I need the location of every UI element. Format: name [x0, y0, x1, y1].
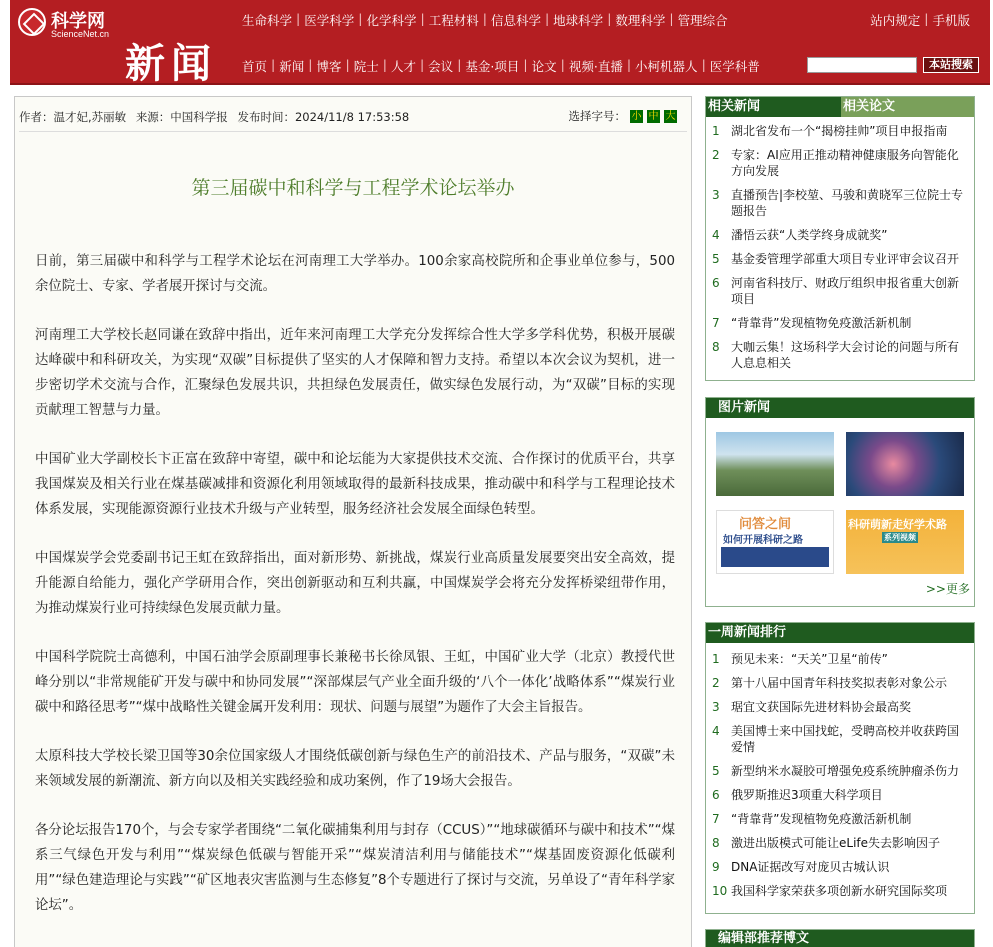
- list-item-title[interactable]: 基金委管理学部重大项目专业评审会议召开: [731, 252, 960, 266]
- list-rank: 1: [712, 124, 720, 138]
- list-item-title[interactable]: 专家：AI应用正推动精神健康服务向智能化方向发展: [731, 148, 959, 178]
- list-rank: 1: [712, 652, 720, 666]
- list-item-title[interactable]: 直播预告|李校堃、马骏和黄晓军三位院士专题报告: [731, 188, 964, 218]
- nav-popular-medicine[interactable]: 医学科普: [709, 59, 760, 74]
- nav-divider: |: [560, 57, 565, 72]
- list-item[interactable]: [712, 251, 968, 267]
- list-item-title[interactable]: 俄罗斯推迟3项重大科学项目: [731, 788, 883, 802]
- article-title: 第三届碳中和科学与工程学术论坛举办: [191, 177, 515, 199]
- nav-divider: |: [345, 57, 350, 72]
- nav-engineering[interactable]: 工程材料: [428, 13, 479, 28]
- article-paragraph: 河南理工大学校长赵同谦在致辞中指出，近年来河南理工大学充分发挥综合性大学多学科优势，积极开展碳达峰碳中和科研攻关，为实现“双碳”目标提供了坚实的人才保障和智力支持。希望以本次会议为契机，进一步密切学术交流与合作，汇聚绿色发展共识，共担绿色发展责任，做实绿色发展行动，为“双碳”目标的实现贡献理工智慧与力量。: [35, 328, 675, 418]
- font-medium-button[interactable]: 中: [648, 110, 659, 122]
- more-link[interactable]: >>更多: [925, 582, 970, 596]
- weekly-ranking-panel: [705, 622, 975, 914]
- list-rank: 8: [712, 836, 720, 850]
- site-rules-link[interactable]: 站内规定: [870, 13, 921, 28]
- photo-grid: [706, 418, 974, 574]
- font-large-button[interactable]: 大: [665, 110, 676, 122]
- photo-qa-thumbnail[interactable]: [716, 510, 834, 574]
- photo-news-panel: [705, 397, 975, 607]
- list-rank: 2: [712, 148, 720, 162]
- list-item-title[interactable]: 河南省科技厅、财政厅组织申报省重大创新项目: [731, 276, 960, 306]
- nav-chemical-science[interactable]: 化学科学: [366, 13, 417, 28]
- list-item[interactable]: [712, 651, 968, 667]
- article-author: 作者：温才妃,苏丽敏: [19, 110, 127, 124]
- list-rank: 2: [712, 676, 720, 690]
- list-item[interactable]: [712, 883, 968, 899]
- list-rank: 5: [712, 252, 720, 266]
- nav-math-physics[interactable]: 数理科学: [615, 13, 666, 28]
- list-rank: 9: [712, 860, 720, 874]
- nav-divider: |: [482, 11, 487, 26]
- related-panel: [705, 96, 975, 381]
- list-rank: 6: [712, 276, 720, 290]
- font-size-label: 选择字号：: [568, 109, 626, 123]
- list-item-title[interactable]: 美国博士来中国找蛇，受聘高校并收获跨国爱情: [731, 724, 960, 754]
- list-item-title[interactable]: 新型纳米水凝胶可增强免疫系统肿瘤杀伤力: [731, 764, 960, 778]
- section-title: 新闻: [125, 41, 217, 87]
- nav-divider: |: [607, 11, 612, 26]
- nav-divider: |: [457, 57, 462, 72]
- logo-text-cn: 科学网: [51, 11, 105, 32]
- nav-divider: |: [701, 57, 706, 72]
- nav-management[interactable]: 管理综合: [677, 13, 728, 28]
- nav-news[interactable]: 新闻: [279, 59, 305, 74]
- photo-landscape-thumbnail[interactable]: [716, 432, 834, 496]
- photo-caption: 系列视频: [884, 533, 916, 542]
- list-item-title[interactable]: 潘悟云获“人类学终身成就奖”: [731, 228, 888, 242]
- nav-divider: |: [626, 57, 632, 72]
- list-item[interactable]: [712, 723, 968, 755]
- mobile-version-link[interactable]: 手机版: [932, 13, 970, 28]
- list-item[interactable]: [712, 675, 968, 691]
- nav-divider: |: [669, 11, 674, 26]
- font-small-button[interactable]: 小: [631, 110, 642, 122]
- logo-emblem-icon: [18, 8, 46, 36]
- nav-meetings[interactable]: 会议: [428, 59, 454, 74]
- list-item[interactable]: [712, 123, 968, 139]
- search-input[interactable]: [807, 57, 917, 73]
- list-item-title[interactable]: 预见未来：“天关”卫星“前传”: [731, 652, 888, 666]
- nav-medical-science[interactable]: 医学科学: [304, 13, 355, 28]
- weekly-ranking-list: [706, 643, 974, 899]
- list-item[interactable]: [712, 275, 968, 307]
- photo-research-thumbnail[interactable]: [846, 510, 964, 574]
- util-links: [870, 11, 970, 29]
- nav-divider: |: [296, 11, 301, 26]
- nav-home[interactable]: 首页: [242, 59, 268, 74]
- list-rank: 3: [712, 700, 720, 714]
- list-item-title[interactable]: 湖北省发布一个“揭榜挂帅”项目申报指南: [731, 124, 948, 138]
- article-paragraph: 中国矿业大学副校长卞正富在致辞中寄望，碳中和论坛能为大家提供技术交流、合作探讨的优质平台，共享我国煤炭及相关行业在煤基碳减排和资源化利用领域取得的最新科技成果，推动碳中和科学与工程理论技术体系发展，实现能源资源行业技术升级与产业转型，服务经济社会发展全面绿色转型。: [35, 452, 675, 517]
- article-paragraph: 各分论坛报告170个，与会专家学者围绕“二氧化碳捕集利用与封存（CCUS）”“地球碳循环与碳中和技术”“煤系三气绿色开发与利用”“煤炭绿色低碳与智能开采”“煤炭清洁利用与储能技术”“煤基固废资源化低碳利用”“绿色建造理论与实践”“矿区地表灾害监测与生态修复”8个专题进行了探讨与交流，另单设了“青年科学家论坛”。: [35, 823, 675, 913]
- list-rank: 4: [712, 724, 720, 738]
- list-item[interactable]: [712, 147, 968, 179]
- nav-papers[interactable]: 论文: [531, 59, 557, 74]
- nav-life-science[interactable]: 生命科学: [242, 13, 293, 28]
- list-item-title[interactable]: “背靠背”发现植物免疫激活新机制: [731, 316, 912, 330]
- list-rank: 10: [712, 884, 728, 898]
- list-rank: 4: [712, 228, 720, 242]
- sciencenet-logo[interactable]: [18, 6, 118, 40]
- nav-talent[interactable]: 人才: [390, 59, 416, 74]
- related-news-list: [706, 117, 974, 371]
- list-item[interactable]: [712, 811, 968, 827]
- nav-divider: |: [308, 57, 313, 72]
- list-item[interactable]: [712, 835, 968, 851]
- list-item-title[interactable]: “背靠背”发现植物免疫激活新机制: [731, 812, 912, 826]
- logo-text-en: ScienceNet.cn: [51, 29, 110, 39]
- list-item[interactable]: [712, 699, 968, 715]
- discipline-nav: [242, 11, 728, 29]
- photo-banner: [721, 547, 829, 567]
- photo-news-title: 图片新闻: [706, 398, 974, 418]
- list-rank: 6: [712, 788, 720, 802]
- nav-divider: |: [523, 57, 528, 72]
- nav-info-science[interactable]: 信息科学: [490, 13, 541, 28]
- list-rank: 3: [712, 188, 720, 202]
- photo-microscopy-thumbnail[interactable]: [846, 432, 964, 496]
- article-paragraph: 中国煤炭学会党委副书记王虹在致辞指出，面对新形势、新挑战，煤炭行业高质量发展要突出安全高效，提升能源自给能力，强化产学研用合作，突出创新驱动和互利共赢，中国煤炭学会将充分发挥桥梁纽带作用，为推动煤炭行业可持续绿色发展贡献力量。: [35, 551, 675, 616]
- nav-video[interactable]: 视频·直播: [568, 59, 623, 74]
- nav-divider: |: [420, 11, 425, 26]
- list-item-title[interactable]: 第十八届中国青年科技奖拟表彰对象公示: [731, 676, 948, 690]
- nav-divider: |: [382, 57, 387, 72]
- list-item[interactable]: [712, 187, 968, 219]
- nav-blog[interactable]: 博客: [316, 59, 342, 74]
- article-paragraph: 太原科技大学校长梁卫国等30余位国家级人才围绕低碳创新与绿色生产的前沿技术、产品与服务，“双碳”未来领域发展的新潮流、新方向以及相关实践经验和成功案例，作了19场大会报告。: [35, 749, 675, 789]
- list-item[interactable]: [712, 339, 968, 371]
- article-paragraph: 日前，第三届碳中和科学与工程学术论坛在河南理工大学举办。100余家高校院所和企事业单位参与，500余位院士、专家、学者展开探讨与交流。: [35, 254, 675, 294]
- list-rank: 8: [712, 340, 720, 354]
- weekly-ranking-title: 一周新闻排行: [706, 623, 974, 643]
- nav-divider: |: [271, 57, 276, 72]
- article-meta: [19, 109, 415, 125]
- list-item-title[interactable]: 大咖云集！这场科学大会讨论的问题与所有人息息相关: [731, 340, 960, 370]
- photo-caption: 如何开展科研之路: [723, 535, 803, 546]
- site-header: [10, 0, 990, 85]
- list-item[interactable]: [712, 227, 968, 243]
- tab-related-news[interactable]: 相关新闻: [706, 97, 841, 117]
- editor-picks-title: 编辑部推荐博文: [706, 930, 974, 947]
- meta-divider: [19, 131, 687, 132]
- list-item[interactable]: [712, 859, 968, 875]
- tab-related-papers[interactable]: 相关论文: [841, 97, 974, 117]
- nav-divider: |: [544, 11, 550, 26]
- article-panel: [14, 96, 692, 947]
- nav-robot[interactable]: 小柯机器人: [635, 59, 698, 74]
- nav-earth-science[interactable]: 地球科学: [553, 13, 604, 28]
- list-item[interactable]: [712, 315, 968, 331]
- list-item[interactable]: [712, 763, 968, 779]
- nav-funds[interactable]: 基金·项目: [465, 59, 520, 74]
- nav-divider: |: [924, 11, 929, 26]
- list-item-title[interactable]: 我国科学家荣获多项创新水研究国际奖项: [731, 884, 948, 898]
- font-size-selector: [569, 108, 678, 124]
- article-date: 发布时间：2024/11/8 17:53:58: [237, 110, 410, 124]
- nav-divider: |: [358, 11, 363, 26]
- list-item-title[interactable]: 琚宜文获国际先进材料协会最高奖: [731, 700, 912, 714]
- article-source: 来源：中国科学报: [135, 110, 228, 124]
- list-rank: 7: [712, 316, 720, 330]
- related-tabs: [706, 97, 974, 117]
- main-nav: [242, 57, 760, 75]
- editor-picks-panel: [705, 929, 975, 947]
- photo-caption: 科研萌新走好学术路: [848, 518, 947, 531]
- nav-academicians[interactable]: 院士: [353, 59, 379, 74]
- photo-caption: 问答之间: [739, 517, 792, 532]
- list-item-title[interactable]: 激进出版模式可能让eLife失去影响因子: [731, 836, 941, 850]
- list-item-title[interactable]: DNA证据改写对庞贝古城认识: [731, 860, 890, 874]
- list-item[interactable]: [712, 787, 968, 803]
- article-paragraph: 中国科学院院士高德利，中国石油学会原副理事长兼秘书长徐凤银、王虹，中国矿业大学（北京）教授代世峰分别以“非常规能矿开发与碳中和协同发展”“深部煤层气产业全面升级的‘八个一体化’战略体系”“煤炭行业碳中和路径思考”“煤中战略性关键金属开发利用：现状、问题与展望”为题作了大会主旨报告。: [35, 650, 675, 715]
- search-button[interactable]: 本站搜索: [923, 57, 979, 73]
- nav-divider: |: [419, 57, 425, 72]
- article-body: [35, 249, 675, 942]
- list-rank: 5: [712, 764, 720, 778]
- list-rank: 7: [712, 812, 720, 826]
